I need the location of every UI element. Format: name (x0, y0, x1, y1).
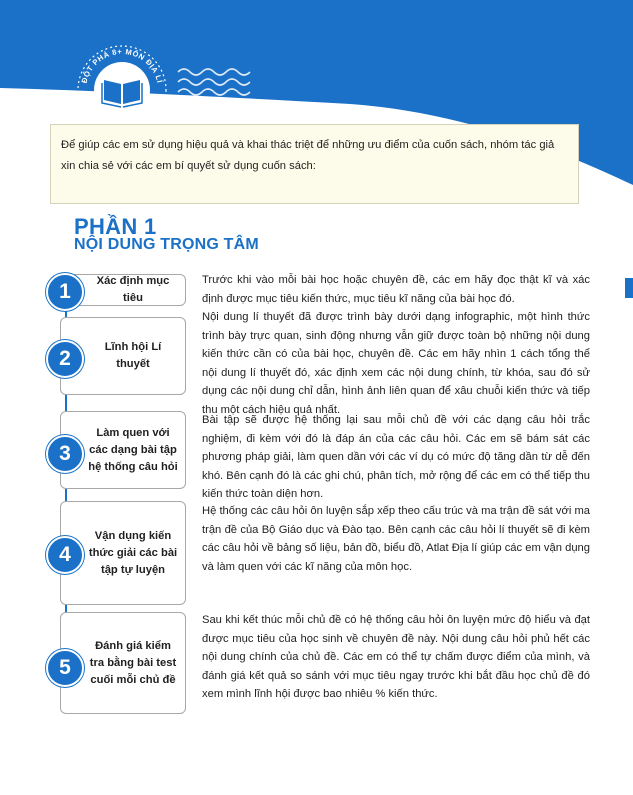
step-number-4: 4 (46, 536, 84, 574)
step-label: Làm quen với các dạng bài tập hệ thống câu hỏi (88, 426, 178, 473)
step-label: Đánh giá kiểm tra bằng bài test cuối mỗi chủ đề (89, 639, 177, 686)
step-description-3: Bài tập sẽ được hệ thống lại sau mỗi chủ đề với các dạng câu hỏi trắc nghiệm, đi kèm với đó là đáp án của các câu hỏi. Các em sẽ bám sát các phương pháp giải, làm quen dần với các ví dụ có mức độ tăng dần từ dễ đến khó. Bên cạnh đó là các ghi chú, phân tích, mở rộng để các em có thể tiếp thu kiến thức toàn diện hơn. (202, 414, 590, 501)
step-description-2: Nội dung lí thuyết đã được trình bày dưới dạng infographic, một hình thức trình bày trực quan, sinh động nhưng vẫn giữ được toàn bộ những nội dung kiến thức cần có của bài học, chuyên đề. Các em hãy nhìn 1 cách tổng thể nội dung lí thuyết đó, xác định xem các nội dung chính, từ khóa, sau đó sử dụng các nội dung chỉ dẫn, hình ảnh liên quan để xâu chuỗi kiến thức và tiếp thu một cách hiệu quả nhất. (202, 311, 590, 416)
logo-text: ĐỘT PHÁ 8+ MÔN ĐỊA LÍ (79, 46, 165, 85)
part-title: PHẦN 1 (74, 214, 157, 239)
intro-text: Để giúp các em sử dụng hiệu quả và khai thác triệt để những ưu điểm của cuốn sách, nhóm tác giả xin chia sẻ với các em bí quyết sử dụng cuốn sách: (61, 139, 555, 172)
part-subtitle: NỘI DUNG TRỌNG TÂM (74, 236, 259, 253)
step-description-4: Hệ thống các câu hỏi ôn luyện sắp xếp theo cấu trúc và ma trận đề sát với ma trận đề của Bộ Giáo dục và Đào tạo. Bên cạnh các câu hỏi lí thuyết sẽ đi kèm các câu hỏi về bảng số liệu, bản đồ, biểu đồ, Atlat Địa lí giúp các em vận dụng và làm quen với các kĩ năng của môn học. (202, 505, 590, 573)
step-label: Vận dụng kiến thức giải các bài tập tự luyện (88, 529, 178, 576)
step-label: Xác định mục tiêu (96, 275, 170, 304)
page-edge-tab (625, 278, 633, 298)
step-description-5: Sau khi kết thúc mỗi chủ đề có hệ thống câu hỏi ôn luyện mức độ hiểu và đạt được mục tiêu của học sinh về chuyên đề này. Nội dung câu hỏi phủ hết các nội dung chính của chủ đề. Các em có thể tự chấm được điểm của mình, và đánh giá kết quả so sánh với mục tiêu ngay trước khi bắt đầu học chủ đề đó xem mình lĩnh hội được bao nhiêu % kiến thức. (202, 614, 590, 701)
step-number-1: 1 (46, 273, 84, 311)
step-number-3: 3 (46, 435, 84, 473)
step-number-5: 5 (46, 649, 84, 687)
intro-box (50, 124, 579, 204)
step-description-1: Trước khi vào mỗi bài học hoặc chuyên đề, các em hãy đọc thật kĩ và xác định được mục tiêu kiến thức, mục tiêu kĩ năng của bài học đó. (202, 274, 590, 305)
step-label: Lĩnh hội Lí thuyết (104, 341, 162, 370)
step-number-2: 2 (46, 340, 84, 378)
